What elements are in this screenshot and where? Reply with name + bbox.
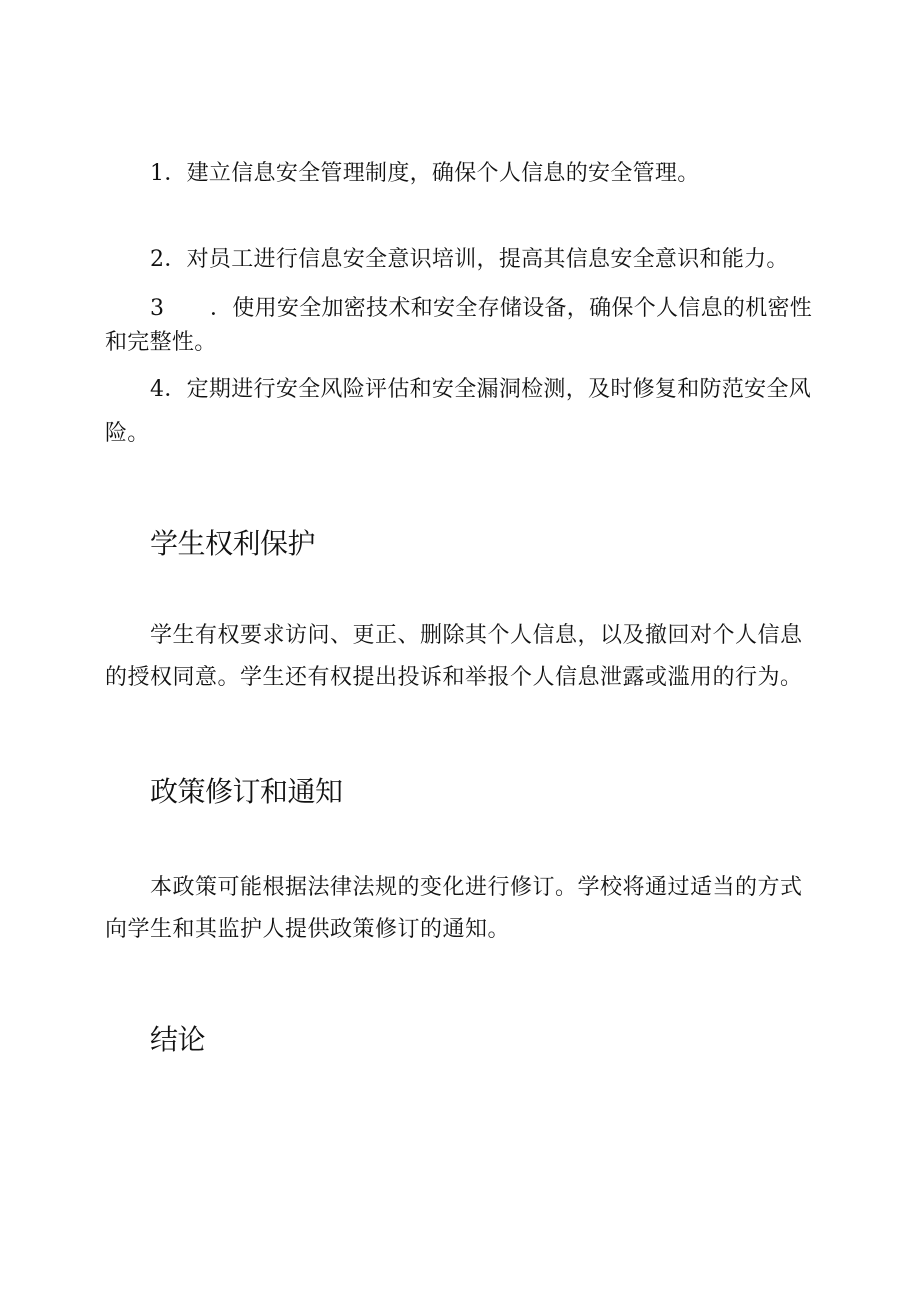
list-item-text: ．建立信息安全管理制度，确保个人信息的安全管理。 [164, 161, 700, 186]
list-item [105, 292, 820, 360]
list-item [105, 368, 820, 456]
list-item-number: 2 [150, 247, 165, 272]
section-heading: 学生权利保护 [150, 527, 316, 560]
list-item-text: ．对员工进行信息安全意识培训，提高其信息安全意识和能力。 [164, 247, 789, 272]
list-item-text: ．定期进行安全风险评估和安全漏洞检测，及时修复和防范安全风险。 [105, 377, 812, 446]
list-item-number: 3 [150, 296, 165, 321]
section-body: 本政策可能根据法律法规的变化进行修订。学校将通过适当的方式向学生和其监护人提供政策修订的通知。 [105, 875, 803, 942]
section-heading: 结论 [150, 1023, 206, 1056]
section-heading: 政策修订和通知 [150, 775, 343, 808]
list-item-text: ．使用安全加密技术和安全存储设备，确保个人信息的机密性和完整性。 [105, 296, 813, 355]
list-item [105, 157, 820, 191]
section-body: 学生有权要求访问、更正、删除其个人信息，以及撤回对个人信息的授权同意。学生还有权提出投诉和举报个人信息泄露或滥用的行为。 [105, 623, 803, 690]
list-item-number: 4 [150, 377, 165, 402]
list-item [105, 243, 820, 277]
list-item-number: 1 [150, 161, 165, 186]
